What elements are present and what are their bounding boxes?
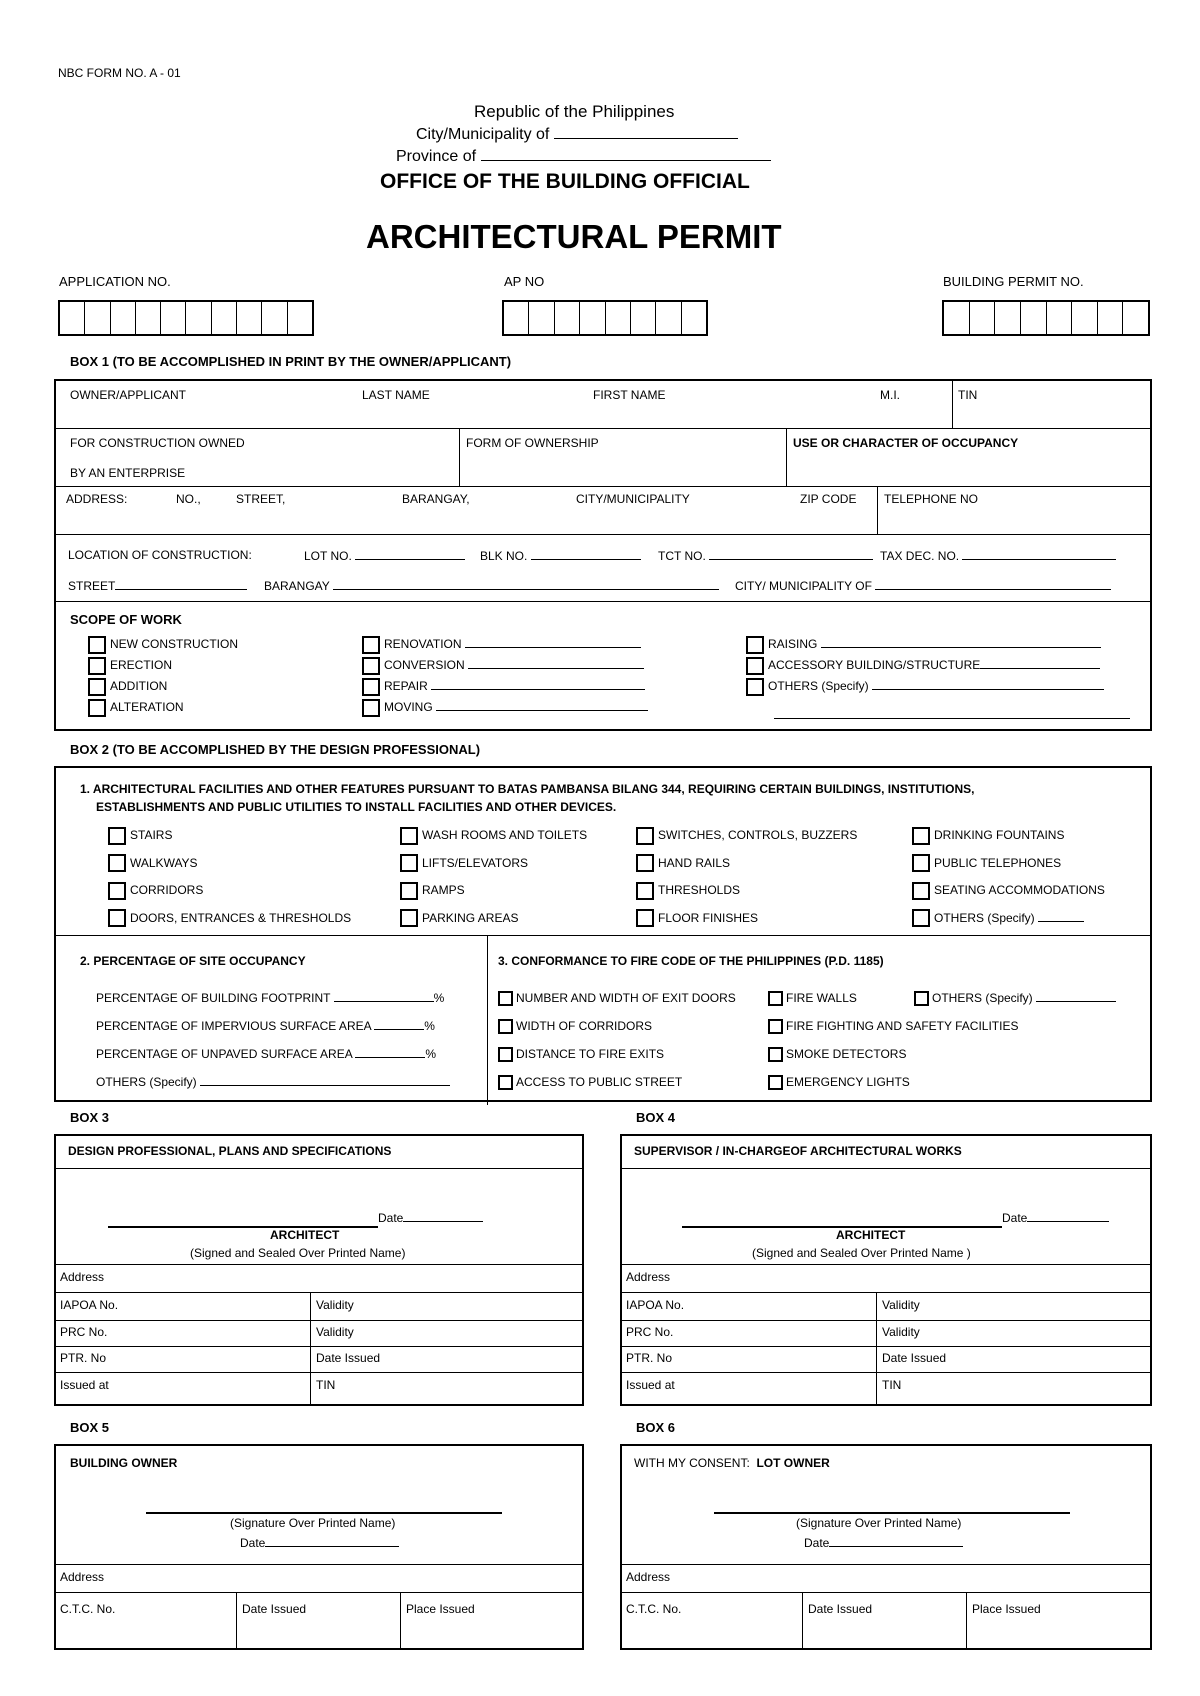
- box4-date: Date: [1002, 1210, 1109, 1226]
- city-of-field: CITY/ MUNICIPALITY OF: [735, 578, 1111, 594]
- address-barangay-label: BARANGAY,: [402, 492, 470, 506]
- checkbox[interactable]: [400, 909, 418, 927]
- checkbox[interactable]: [636, 882, 654, 900]
- box3-heading: BOX 3: [70, 1110, 110, 1125]
- checkbox[interactable]: [768, 1019, 783, 1034]
- form-ownership-label: FORM OF OWNERSHIP: [466, 436, 599, 450]
- box3-issued-at-label: Issued at: [60, 1378, 109, 1392]
- facilities-col2: [400, 822, 587, 932]
- pct-unpaved-surface: PERCENTAGE OF UNPAVED SURFACE AREA %: [96, 1047, 437, 1061]
- enterprise-label: BY AN ENTERPRISE: [70, 466, 186, 480]
- tin-label: TIN: [958, 388, 978, 402]
- scope-others[interactable]: OTHERS (Specify): [746, 676, 1104, 697]
- address-street-label: STREET,: [236, 492, 286, 506]
- box3-architect: ARCHITECT: [270, 1228, 340, 1242]
- city-field[interactable]: [554, 127, 738, 139]
- fire-fighting-facilities[interactable]: FIRE FIGHTING AND SAFETY FACILITIES: [768, 1012, 1018, 1040]
- checkbox[interactable]: [768, 1047, 783, 1062]
- form-number: NBC FORM NO. A - 01: [58, 66, 181, 80]
- city-label: City/Municipality of: [416, 126, 738, 144]
- box6-consent: WITH MY CONSENT: LOT OWNER: [634, 1456, 830, 1470]
- box4-validity2-label: Validity: [882, 1325, 920, 1339]
- fire-smoke-detectors[interactable]: SMOKE DETECTORS: [768, 1040, 1018, 1068]
- box5-signature: (Signature Over Printed Name): [230, 1516, 396, 1530]
- pct-building-footprint: PERCENTAGE OF BUILDING FOOTPRINT %: [96, 991, 445, 1005]
- scope-title: SCOPE OF WORK: [70, 612, 182, 627]
- last-name-label: LAST NAME: [362, 388, 430, 402]
- tax-dec-field: TAX DEC. NO.: [880, 548, 1116, 564]
- fire-width-corridors[interactable]: WIDTH OF CORRIDORS: [498, 1012, 736, 1040]
- checkbox[interactable]: [768, 991, 783, 1006]
- box4-iapoa-label: IAPOA No.: [626, 1298, 685, 1312]
- address-no-label: NO.,: [176, 492, 201, 506]
- fire-code-title: 3. CONFORMANCE TO FIRE CODE OF THE PHILIPPINES (P.D. 1185): [498, 954, 884, 968]
- address-label: ADDRESS:: [66, 492, 128, 506]
- checkbox[interactable]: [636, 909, 654, 927]
- mi-label: M.I.: [880, 388, 900, 402]
- building-permit-no-label: BUILDING PERMIT NO.: [943, 274, 1084, 289]
- site-occupancy-title: 2. PERCENTAGE OF SITE OCCUPANCY: [80, 954, 306, 968]
- checkbox[interactable]: [636, 854, 654, 872]
- barangay2-field: BARANGAY: [264, 578, 719, 594]
- location-label: LOCATION OF CONSTRUCTION:: [68, 548, 252, 562]
- construction-owned-label: FOR CONSTRUCTION OWNED: [70, 436, 245, 450]
- box3-prc-label: PRC No.: [60, 1325, 108, 1339]
- office-title: OFFICE OF THE BUILDING OFFICIAL: [380, 170, 750, 193]
- facility-others[interactable]: OTHERS (Specify): [912, 905, 1105, 933]
- scope-raising[interactable]: RAISING: [746, 634, 1104, 655]
- facility-drinking-fountains[interactable]: DRINKING FOUNTAINS: [912, 822, 1105, 850]
- box6-date: Date: [804, 1535, 963, 1551]
- scope-new-construction[interactable]: NEW CONSTRUCTION: [88, 634, 238, 655]
- box5-heading: BOX 5: [70, 1420, 110, 1435]
- checkbox[interactable]: [914, 991, 929, 1006]
- street2-field: STREET: [68, 578, 247, 594]
- box4-ptr-label: PTR. No: [626, 1351, 673, 1365]
- checkbox[interactable]: [912, 854, 930, 872]
- facility-thresholds[interactable]: THRESHOLDS: [636, 877, 857, 905]
- box5-place-issued-label: Place Issued: [406, 1602, 475, 1616]
- box4-issued-at-label: Issued at: [626, 1378, 675, 1392]
- box5-date: Date: [240, 1535, 399, 1551]
- facility-doors[interactable]: DOORS, ENTRANCES & THRESHOLDS: [108, 905, 351, 933]
- facility-floor-finishes[interactable]: FLOOR FINISHES: [636, 905, 857, 933]
- fire-access-street[interactable]: ACCESS TO PUBLIC STREET: [498, 1068, 736, 1096]
- checkbox[interactable]: [746, 636, 764, 654]
- facility-lifts[interactable]: LIFTS/ELEVATORS: [400, 850, 587, 878]
- box4-heading: BOX 4: [636, 1110, 676, 1125]
- checkbox[interactable]: [362, 678, 380, 696]
- checkbox[interactable]: [362, 636, 380, 654]
- first-name-label: FIRST NAME: [593, 388, 666, 402]
- facility-hand-rails[interactable]: HAND RAILS: [636, 850, 857, 878]
- box3-ptr-label: PTR. No: [60, 1351, 107, 1365]
- box4-date-issued-label: Date Issued: [882, 1351, 947, 1365]
- scope-conversion[interactable]: CONVERSION: [362, 655, 648, 676]
- checkbox[interactable]: [400, 854, 418, 872]
- box5-ctc-label: C.T.C. No.: [60, 1602, 116, 1616]
- box6-ctc-label: C.T.C. No.: [626, 1602, 682, 1616]
- ap-no-input[interactable]: [502, 300, 708, 336]
- lot-no-field: LOT NO.: [304, 548, 465, 564]
- box5-date-issued-label: Date Issued: [242, 1602, 307, 1616]
- checkbox[interactable]: [400, 827, 418, 845]
- box4-tin-label: TIN: [882, 1378, 902, 1392]
- facilities-title-line2: ESTABLISHMENTS AND PUBLIC UTILITIES TO INSTALL FACILITIES AND OTHER DEVICES.: [96, 800, 617, 814]
- facility-walkways[interactable]: WALKWAYS: [108, 850, 351, 878]
- box6-heading: BOX 6: [636, 1420, 676, 1435]
- box3-validity1-label: Validity: [316, 1298, 354, 1312]
- telephone-label: TELEPHONE NO: [884, 492, 979, 506]
- facility-parking[interactable]: PARKING AREAS: [400, 905, 587, 933]
- facility-ramps[interactable]: RAMPS: [400, 877, 587, 905]
- checkbox[interactable]: [108, 854, 126, 872]
- use-occupancy-label: USE OR CHARACTER OF OCCUPANCY: [793, 436, 1019, 450]
- scope-col3: [746, 634, 1104, 697]
- application-no-input[interactable]: [58, 300, 314, 336]
- tct-no-field: TCT NO.: [658, 548, 873, 564]
- scope-alteration[interactable]: ALTERATION: [88, 697, 238, 718]
- pct-impervious-surface: PERCENTAGE OF IMPERVIOUS SURFACE AREA %: [96, 1019, 435, 1033]
- pct-others: OTHERS (Specify): [96, 1068, 450, 1096]
- box3-iapoa-label: IAPOA No.: [60, 1298, 119, 1312]
- box6-address-label: Address: [626, 1570, 671, 1584]
- scope-col1: [88, 634, 238, 718]
- checkbox[interactable]: [768, 1075, 783, 1090]
- box4-validity1-label: Validity: [882, 1298, 920, 1312]
- blk-no-field: BLK NO.: [480, 548, 641, 564]
- checkbox[interactable]: [746, 657, 764, 675]
- checkbox[interactable]: [108, 909, 126, 927]
- scope-accessory[interactable]: ACCESSORY BUILDING/STRUCTURE: [746, 655, 1104, 676]
- checkbox[interactable]: [108, 827, 126, 845]
- box4-signed: (Signed and Sealed Over Printed Name ): [752, 1246, 971, 1260]
- facility-public-telephones[interactable]: PUBLIC TELEPHONES: [912, 850, 1105, 878]
- building-permit-no-input[interactable]: [942, 300, 1150, 336]
- zip-code-label: ZIP CODE: [800, 492, 857, 506]
- box3-date: Date: [378, 1210, 483, 1226]
- checkbox[interactable]: [912, 882, 930, 900]
- republic-label: Republic of the Philippines: [474, 102, 675, 121]
- facility-seating[interactable]: SEATING ACCOMMODATIONS: [912, 877, 1105, 905]
- box4-architect: ARCHITECT: [836, 1228, 906, 1242]
- checkbox[interactable]: [912, 827, 930, 845]
- scope-addition[interactable]: ADDITION: [88, 676, 238, 697]
- facility-wash-rooms[interactable]: WASH ROOMS AND TOILETS: [400, 822, 587, 850]
- facility-corridors[interactable]: CORRIDORS: [108, 877, 351, 905]
- box3-title: DESIGN PROFESSIONAL, PLANS AND SPECIFICATIONS: [68, 1144, 392, 1158]
- box4-title: SUPERVISOR / IN-CHARGEOF ARCHITECTURAL WORKS: [634, 1144, 962, 1158]
- fire-col1: [498, 984, 736, 1096]
- fire-distance-exits[interactable]: DISTANCE TO FIRE EXITS: [498, 1040, 736, 1068]
- ap-no-label: AP NO: [504, 274, 545, 289]
- scope-moving[interactable]: MOVING: [362, 697, 648, 718]
- scope-renovation[interactable]: RENOVATION: [362, 634, 648, 655]
- box2-heading: BOX 2 (TO BE ACCOMPLISHED BY THE DESIGN PROFESSIONAL): [70, 742, 481, 757]
- application-no-label: APPLICATION NO.: [59, 274, 171, 289]
- checkbox[interactable]: [636, 827, 654, 845]
- address-city-label: CITY/MUNICIPALITY: [576, 492, 690, 506]
- checkbox[interactable]: [498, 991, 513, 1006]
- fire-others[interactable]: OTHERS (Specify): [914, 984, 1116, 1012]
- box3-address-label: Address: [60, 1270, 105, 1284]
- page-title: ARCHITECTURAL PERMIT: [366, 218, 782, 255]
- checkbox[interactable]: [108, 882, 126, 900]
- fire-emergency-lights[interactable]: EMERGENCY LIGHTS: [768, 1068, 1018, 1096]
- scope-col2: [362, 634, 648, 718]
- box3-signed: (Signed and Sealed Over Printed Name): [190, 1246, 406, 1260]
- box6-date-issued-label: Date Issued: [808, 1602, 873, 1616]
- box5-title: BUILDING OWNER: [70, 1456, 178, 1470]
- fire-walls[interactable]: FIRE WALLS: [768, 984, 1018, 1012]
- checkbox[interactable]: [362, 699, 380, 717]
- box4-address-label: Address: [626, 1270, 671, 1284]
- checkbox[interactable]: [88, 657, 106, 675]
- checkbox[interactable]: [498, 1075, 513, 1090]
- box3-validity2-label: Validity: [316, 1325, 354, 1339]
- facilities-title-line1: 1. ARCHITECTURAL FACILITIES AND OTHER FEATURES PURSUANT TO BATAS PAMBANSA BILANG 344, REQUIRING CERTAIN BUILDINGS, INSTITUTIONS,: [80, 782, 975, 796]
- scope-repair[interactable]: REPAIR: [362, 676, 648, 697]
- box6-place-issued-label: Place Issued: [972, 1602, 1041, 1616]
- owner-label: OWNER/APPLICANT: [70, 388, 187, 402]
- box5-address-label: Address: [60, 1570, 105, 1584]
- checkbox[interactable]: [362, 657, 380, 675]
- checkbox[interactable]: [400, 882, 418, 900]
- checkbox[interactable]: [88, 636, 106, 654]
- checkbox[interactable]: [88, 678, 106, 696]
- facilities-col4: [912, 822, 1105, 932]
- province-field[interactable]: [481, 149, 771, 161]
- checkbox[interactable]: [498, 1019, 513, 1034]
- fire-exit-doors[interactable]: NUMBER AND WIDTH OF EXIT DOORS: [498, 984, 736, 1012]
- site-occupancy-list: [96, 984, 450, 1096]
- facility-stairs[interactable]: STAIRS: [108, 822, 351, 850]
- scope-erection[interactable]: ERECTION: [88, 655, 238, 676]
- province-label: Province of: [396, 148, 771, 166]
- facilities-col3: [636, 822, 857, 932]
- checkbox[interactable]: [912, 909, 930, 927]
- facilities-col1: [108, 822, 351, 932]
- checkbox[interactable]: [88, 699, 106, 717]
- box3-date-issued-label: Date Issued: [316, 1351, 381, 1365]
- box4-prc-label: PRC No.: [626, 1325, 674, 1339]
- box3-tin-label: TIN: [316, 1378, 336, 1392]
- box1-heading: BOX 1 (TO BE ACCOMPLISHED IN PRINT BY THE OWNER/APPLICANT): [70, 354, 512, 369]
- box6-signature: (Signature Over Printed Name): [796, 1516, 962, 1530]
- checkbox[interactable]: [498, 1047, 513, 1062]
- facility-switches[interactable]: SWITCHES, CONTROLS, BUZZERS: [636, 822, 857, 850]
- checkbox[interactable]: [746, 678, 764, 696]
